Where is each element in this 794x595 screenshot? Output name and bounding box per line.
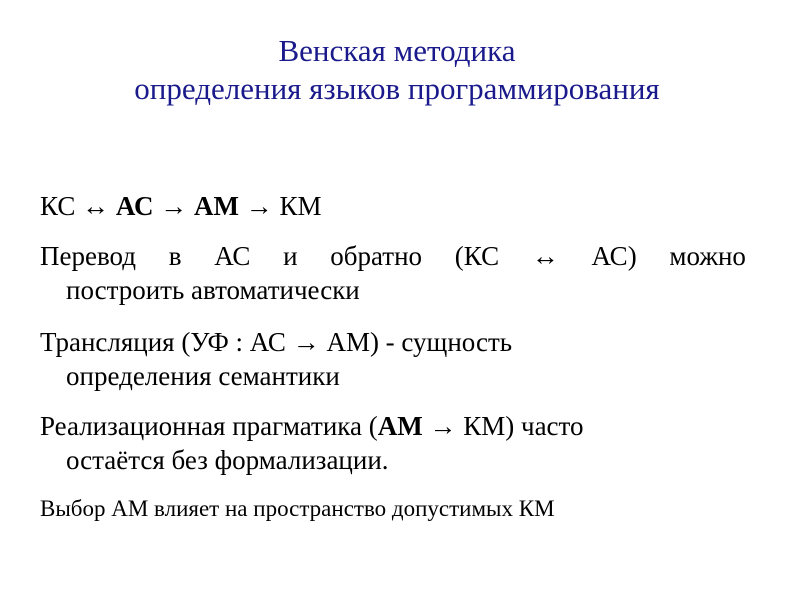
paragraph-3-line-1 (40, 409, 583, 443)
word: обратно (330, 241, 423, 271)
paragraph-3-am: АМ (377, 411, 423, 441)
title-line-2: определения языков программирования (134, 71, 660, 106)
paragraph-am-choice (40, 494, 555, 524)
formula-km: КМ (279, 191, 322, 221)
word: ↔ (531, 241, 559, 271)
paragraph-3-line-2: остаётся без формализации. (66, 445, 389, 475)
word: Перевод (40, 241, 136, 271)
formula-ks: КС (40, 191, 76, 221)
title-line-1: Венская методика (278, 33, 516, 68)
paragraph-2-line-1: Трансляция (УФ : АС → АМ) - сущность (40, 327, 513, 357)
word: в (168, 241, 182, 271)
paragraph-1-line-2: построить автоматически (66, 275, 360, 305)
paragraph-translation-semantics (40, 325, 512, 393)
paragraph-4-text: Выбор АМ влияет на пространство допустимых КМ (40, 496, 555, 521)
word: и (283, 241, 298, 271)
slide-title (0, 32, 794, 108)
paragraph-1-line-1 (40, 239, 746, 273)
word: можно (669, 241, 746, 271)
formula-as: АС (115, 191, 154, 221)
paragraph-translation-to-as (40, 239, 746, 307)
word: АС (214, 241, 251, 271)
formula-line (40, 189, 322, 223)
paragraph-3-prefix: Реализационная прагматика ( (40, 411, 378, 441)
formula-am: АМ (194, 191, 239, 221)
paragraph-pragmatics (40, 409, 583, 477)
word: (КС (454, 241, 500, 271)
formula-arrow-1: ↔ (75, 191, 116, 221)
paragraph-3-suffix: → КМ) часто (422, 411, 584, 441)
paragraph-2-line-2: определения семантики (66, 361, 340, 391)
word: АС) (591, 241, 637, 271)
formula-arrow-2: → (153, 191, 195, 221)
formula-arrow-3: → (239, 191, 280, 221)
